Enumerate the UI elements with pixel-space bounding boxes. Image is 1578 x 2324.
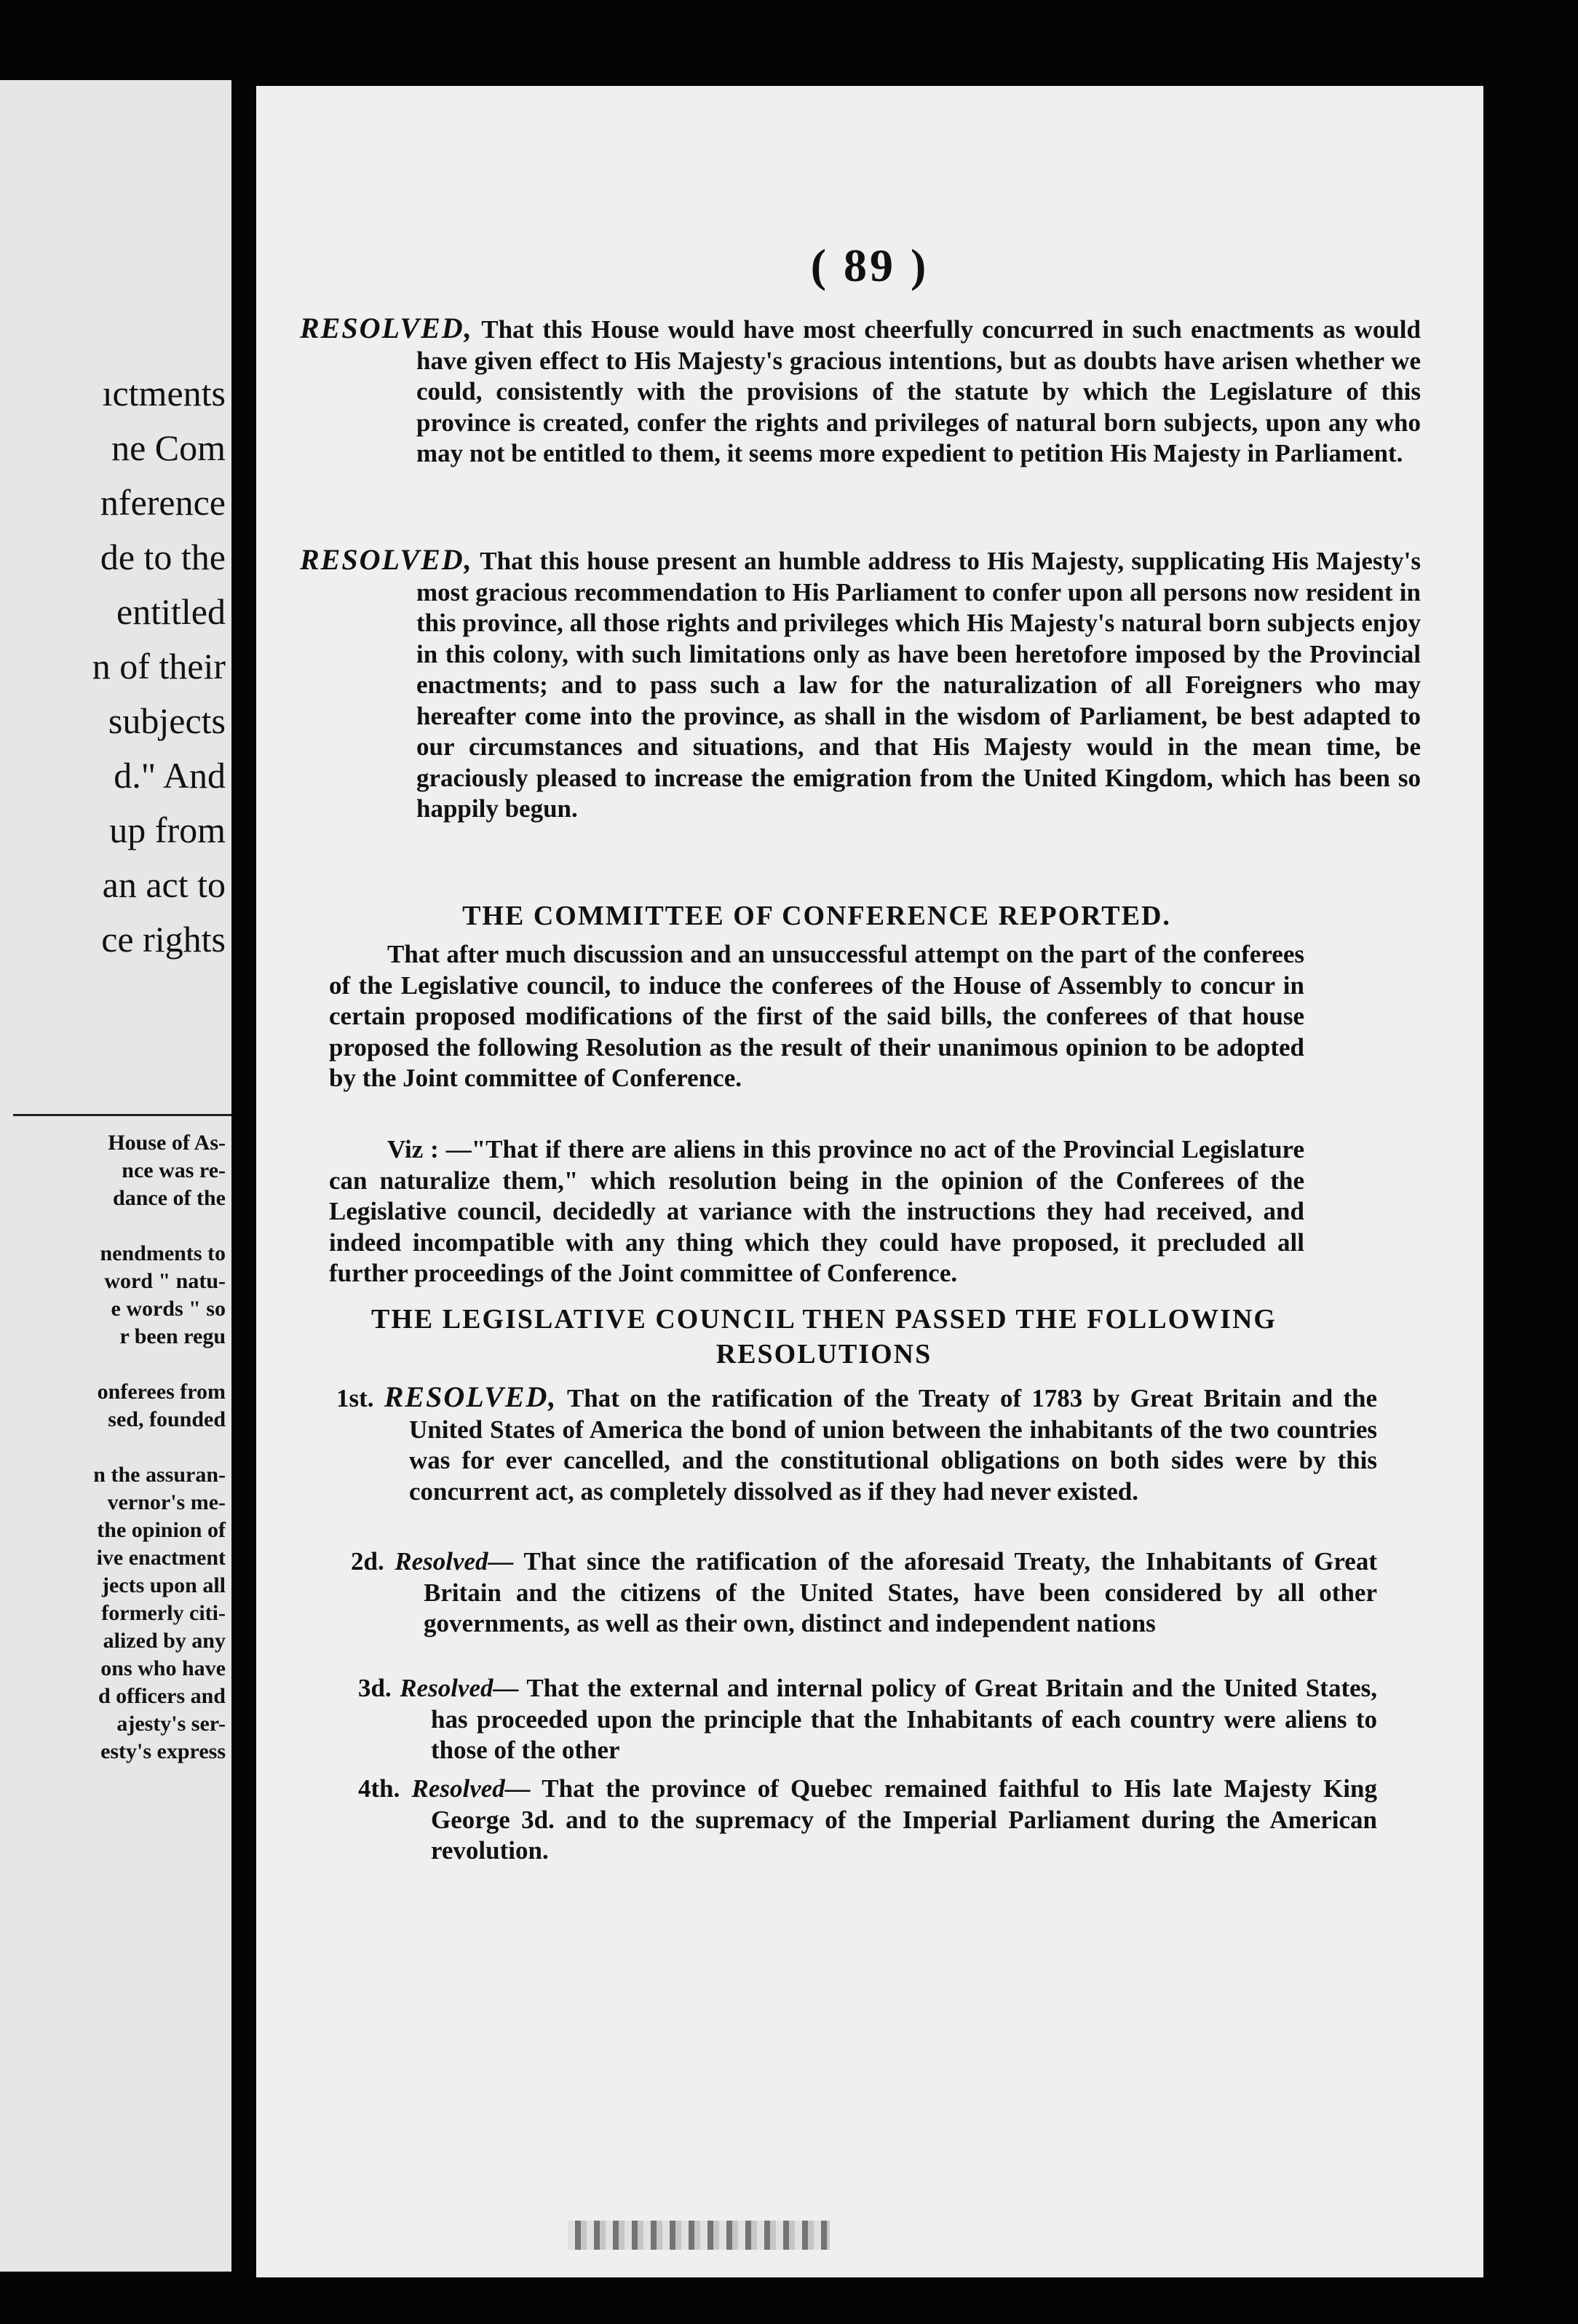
resolution-2-lead: RESOLVED, (300, 543, 473, 576)
committee-paragraph-text: after much discussion and an unsuccessful attempt on the part of the conferees of the Legislative council, to induce the conferees of the House of Assembly to concur in certain proposed modifications of the first of the said bills, the conferees of that house proposed the following Resolution as the result of their unanimous opinion to be adopted by the Joint committee of Conference. (329, 940, 1305, 1092)
viz-paragraph (329, 1134, 1304, 1289)
council-resolution-4-num: 4th. (358, 1774, 400, 1803)
left-page-small-line: nce was re- (122, 1158, 226, 1182)
council-resolution-1-lead: RESOLVED, (384, 1380, 558, 1413)
committee-paragraph (329, 939, 1304, 1094)
council-resolution-4-lead: Resolved— (411, 1774, 531, 1803)
resolution-2-text: That this house present an humble address to His Majesty, supplicating His Majesty's most gracious recommendation to His Parliament to confer upon all persons now resident in this province, all those rights and privileges which His Majesty's natural born subjects enjoy in this colony, with such limitations only as have been heretofore imposed by the Provincial enactments; and to pass such a law for the naturalization of all Foreigners who may hereafter come into the province, as shall in the wisdom of Parliament, be best adapted to our circumstances and situations, and that His Majesty would in the mean time, be graciously pleased to increase the emigration from the United Kingdom, which has been so happily begun. (416, 547, 1421, 823)
council-resolution-1-num: 1st. (336, 1384, 374, 1412)
left-page-small-line: alized by any (103, 1629, 226, 1653)
left-page-small-line: n the assuran- (93, 1463, 226, 1487)
left-page-fragment (0, 80, 231, 2272)
council-resolution-3-lead: Resolved— (400, 1674, 519, 1702)
left-page-small-line: vernor's me- (107, 1490, 226, 1514)
resolution-2 (300, 545, 1421, 825)
council-resolution-2-num: 2d. (351, 1547, 384, 1576)
council-resolution-2-text: That since the ratification of the aforesaid Treaty, the Inhabitants of Great Britain and the citizens of the United States, have been considered by all other governments, as well as their own, distinct and independent nations (424, 1547, 1378, 1637)
left-page-line: an act to (102, 864, 226, 905)
council-resolution-2 (351, 1546, 1377, 1640)
committee-paragraph-lead: That (387, 940, 440, 968)
binding-edge-decoration (568, 2221, 830, 2250)
viz-paragraph-lead: Viz : (387, 1135, 439, 1163)
left-page-small-line: the opinion of (97, 1518, 226, 1542)
left-page-rule (13, 1114, 231, 1116)
viz-paragraph-text: —"That if there are aliens in this province no act of the Provincial Legislature can naturalize them," which resolution being in the opinion of the Conferees of the Legislative council, decidedly at variance with the instructions they had received, and indeed incompatible with any thing which they could have proposed, it precluded all further proceedings of the Joint committee of Conference. (329, 1135, 1304, 1287)
resolution-1 (300, 313, 1421, 470)
left-page-small-line: word " natu- (104, 1269, 226, 1293)
left-page-line: ce rights (101, 919, 226, 960)
document-page (256, 86, 1483, 2277)
council-resolution-1 (336, 1382, 1377, 1507)
heading-council-passed-line-2: RESOLUTIONS (715, 1339, 932, 1370)
left-page-line: ne Com (111, 427, 226, 468)
heading-council-passed (314, 1302, 1333, 1372)
council-resolution-4-text: That the province of Quebec remained faithful to His late Majesty King George 3d. and to the supremacy of the Imperial Parliament during the American revolution. (431, 1774, 1377, 1865)
council-resolution-1-text: That on the ratification of the Treaty of 1783 by Great Britain and the United States of America the bond of union between the inhabitants of the two countries was for ever cancelled, and the constitutional obligations on both sides were by this concurrent act, as completely dissolved as if they had never existed. (409, 1384, 1378, 1506)
left-page-line: n of their (92, 646, 226, 687)
left-page-small-line: ajesty's ser- (116, 1712, 226, 1736)
left-page-small-line: e words " so (111, 1297, 226, 1321)
left-page-small-line: onferees from (97, 1380, 226, 1404)
left-page-line: de to the (100, 537, 226, 577)
heading-committee-reported: THE COMMITTEE OF CONFERENCE REPORTED. (462, 901, 1171, 931)
left-page-small-line: esty's express (100, 1739, 226, 1763)
left-page-small-line: dance of the (113, 1186, 226, 1210)
resolution-1-lead: RESOLVED, (300, 312, 473, 344)
left-page-line: subjects (108, 700, 226, 741)
page-number: ( 89 ) (810, 240, 929, 291)
left-page-small-line: ive enactment (96, 1546, 226, 1570)
left-page-line: nference (100, 482, 226, 523)
council-resolution-3 (358, 1673, 1377, 1766)
left-page-line: up from (109, 810, 226, 850)
left-page-line: d." And (114, 755, 226, 796)
left-page-small-line: formerly citi- (101, 1601, 226, 1625)
heading-council-passed-line-1: THE LEGISLATIVE COUNCIL THEN PASSED THE FOLLOWING (371, 1304, 1277, 1335)
left-page-line: ıctments (102, 373, 226, 414)
left-page-small-line: jects upon all (101, 1573, 226, 1597)
council-resolution-3-num: 3d. (358, 1674, 392, 1702)
left-page-line: entitled (116, 591, 226, 632)
left-page-small-line: r been regu (119, 1324, 226, 1348)
left-page-small-line: nendments to (100, 1241, 226, 1265)
resolution-1-text: That this House would have most cheerfully concurred in such enactments as would have given effect to His Majesty's gracious intentions, but as doubts have arisen whether we could, consistently with the provisions of the statute by which the Legislature of this province is created, confer the rights and privileges of natural born subjects, upon any who may not be entitled to them, it seems more expedient to petition His Majesty in Parliament. (416, 315, 1421, 467)
left-page-small-line: ons who have (100, 1656, 226, 1680)
left-page-small-line: d officers and (98, 1684, 226, 1708)
council-resolution-3-text: That the external and internal policy of Great Britain and the United States, has proceeded upon the principle that the Inhabitants of each country were aliens to those of the other (431, 1674, 1378, 1764)
council-resolution-2-lead: Resolved— (394, 1547, 514, 1576)
council-resolution-4 (358, 1774, 1377, 1867)
left-page-small-line: sed, founded (108, 1407, 226, 1431)
left-page-small-line: House of As- (108, 1131, 226, 1155)
